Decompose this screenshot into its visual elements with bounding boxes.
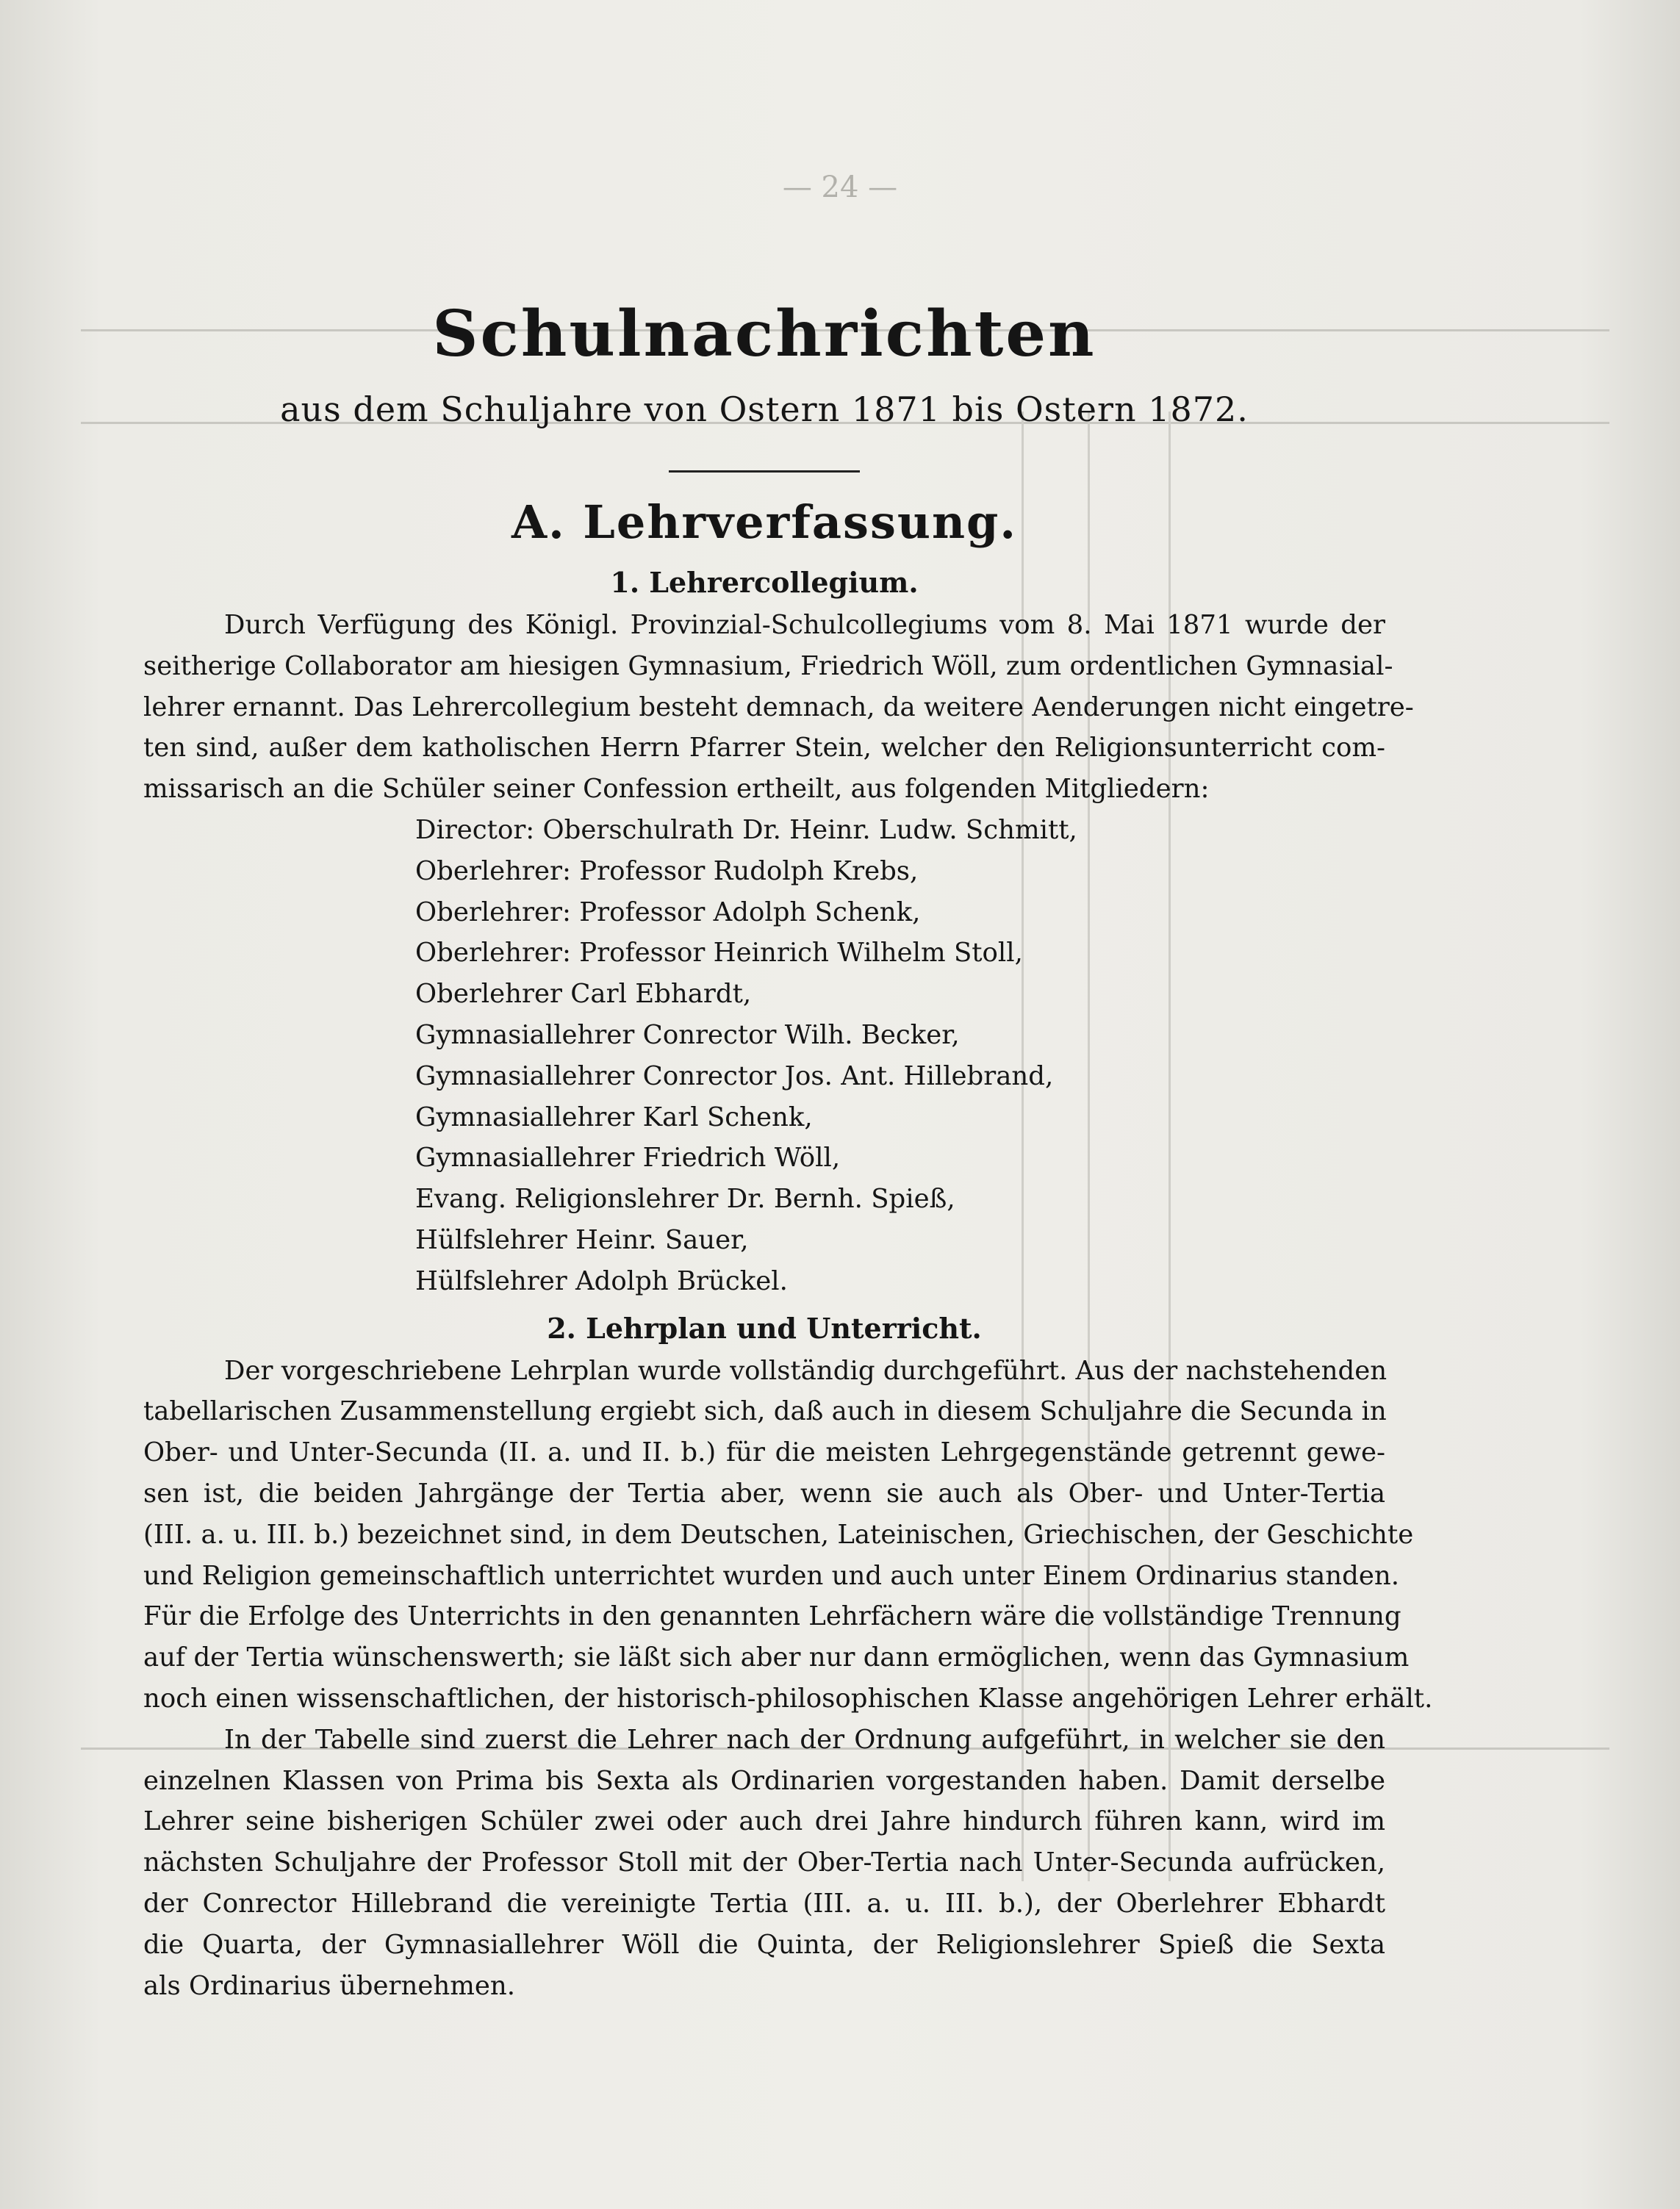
staff-member: Gymnasiallehrer Conrector Wilh. Becker, (415, 1019, 960, 1050)
section-heading: A. Lehrverfassung. (511, 495, 1017, 549)
text-line: auf der Tertia wünschenswerth; sie läßt sich aber nur dann ermöglichen, wenn das Gymnasium (143, 1642, 1410, 1673)
staff-member: Oberlehrer: Professor Heinrich Wilhelm Stoll, (415, 938, 1023, 969)
page-title: Schulnachrichten (432, 297, 1096, 371)
text-line: Für die Erfolge des Unterrichts in den genannten Lehrfächern wäre die vollständige Trennung (143, 1601, 1401, 1632)
text-line: einzelnen Klassen von Prima bis Sexta als Ordinarien vorgestanden haben. Damit derselbe (143, 1765, 1385, 1796)
text-line: missarisch an die Schüler seiner Confession ertheilt, aus folgenden Mitgliedern: (143, 774, 1210, 805)
subsection-heading-lehrercollegium: 1. Lehrercollegium. (610, 566, 919, 599)
staff-member: Gymnasiallehrer Karl Schenk, (415, 1102, 813, 1132)
text-line: die Quarta, der Gymnasiallehrer Wöll die Quinta, der Religionslehrer Spieß die Sexta (143, 1929, 1385, 1960)
text-line: der Conrector Hillebrand die vereinigte Tertia (III. a. u. III. b.), der Oberlehrer Ebhardt (143, 1888, 1385, 1919)
text-line: tabellarischen Zusammenstellung ergiebt sich, daß auch in diesem Schuljahre die Secunda in (143, 1396, 1387, 1427)
document-body (143, 294, 1433, 2006)
staff-member: Gymnasiallehrer Friedrich Wöll, (415, 1143, 841, 1174)
text-line: sen ist, die beiden Jahrgänge der Tertia aber, wenn sie auch als Ober- und Unter-Tertia (143, 1478, 1385, 1509)
staff-member: Hülfslehrer Heinr. Sauer, (415, 1224, 749, 1255)
text-line: Lehrer seine bisherigen Schüler zwei oder auch drei Jahre hindurch führen kann, wird im (143, 1806, 1385, 1837)
text-line: Durch Verfügung des Königl. Provinzial-Schulcollegiums vom 8. Mai 1871 wurde der (224, 610, 1385, 640)
title-divider (669, 470, 860, 473)
subsection-heading-lehrplan: 2. Lehrplan und Unterricht. (547, 1311, 982, 1345)
text-line: ten sind, außer dem katholischen Herrn Pfarrer Stein, welcher den Religionsunterricht com- (143, 733, 1385, 764)
staff-member: Oberlehrer Carl Ebhardt, (415, 979, 752, 1010)
text-line: Ober- und Unter-Secunda (II. a. und II. b.) für die meisten Lehrgegenstände getrennt gewe- (143, 1437, 1385, 1468)
text-line: nächsten Schuljahre der Professor Stoll mit der Ober-Tertia nach Unter-Secunda aufrücken, (143, 1847, 1385, 1878)
text-line: noch einen wissenschaftlichen, der historisch-philosophischen Klasse angehörigen Lehrer erhält. (143, 1683, 1433, 1714)
text-line: als Ordinarius übernehmen. (143, 1970, 516, 2001)
page-subtitle: aus dem Schuljahre von Ostern 1871 bis Ostern 1872. (280, 389, 1249, 429)
text-line: (III. a. u. III. b.) bezeichnet sind, in dem Deutschen, Lateinischen, Griechischen, der Geschichte (143, 1519, 1414, 1550)
staff-member: Oberlehrer: Professor Adolph Schenk, (415, 897, 921, 927)
text-line: und Religion gemeinschaftlich unterrichtet wurden und auch unter Einem Ordinarius standen. (143, 1560, 1400, 1591)
text-line: lehrer ernannt. Das Lehrercollegium besteht demnach, da weitere Aenderungen nicht eingetre- (143, 692, 1414, 722)
staff-member: Director: Oberschulrath Dr. Heinr. Ludw. Schmitt, (415, 814, 1077, 845)
staff-list (143, 810, 1385, 1302)
page-number: — 24 — (782, 170, 898, 204)
staff-member: Evang. Religionslehrer Dr. Bernh. Spieß, (415, 1184, 955, 1215)
staff-member: Hülfslehrer Adolph Brückel. (415, 1265, 788, 1296)
intro-paragraph (143, 605, 1414, 810)
text-line: In der Tabelle sind zuerst die Lehrer nach der Ordnung aufgeführt, in welcher sie den (224, 1724, 1385, 1755)
text-line: seitherige Collaborator am hiesigen Gymnasium, Friedrich Wöll, zum ordentlichen Gymnasial- (143, 650, 1393, 681)
text-line: Der vorgeschriebene Lehrplan wurde vollständig durchgeführt. Aus der nachstehenden (224, 1355, 1388, 1386)
tabelle-paragraph (143, 1720, 1385, 2007)
lehrplan-paragraph (143, 1351, 1433, 1720)
staff-member: Oberlehrer: Professor Rudolph Krebs, (415, 855, 919, 886)
staff-member: Gymnasiallehrer Conrector Jos. Ant. Hillebrand, (415, 1060, 1054, 1091)
